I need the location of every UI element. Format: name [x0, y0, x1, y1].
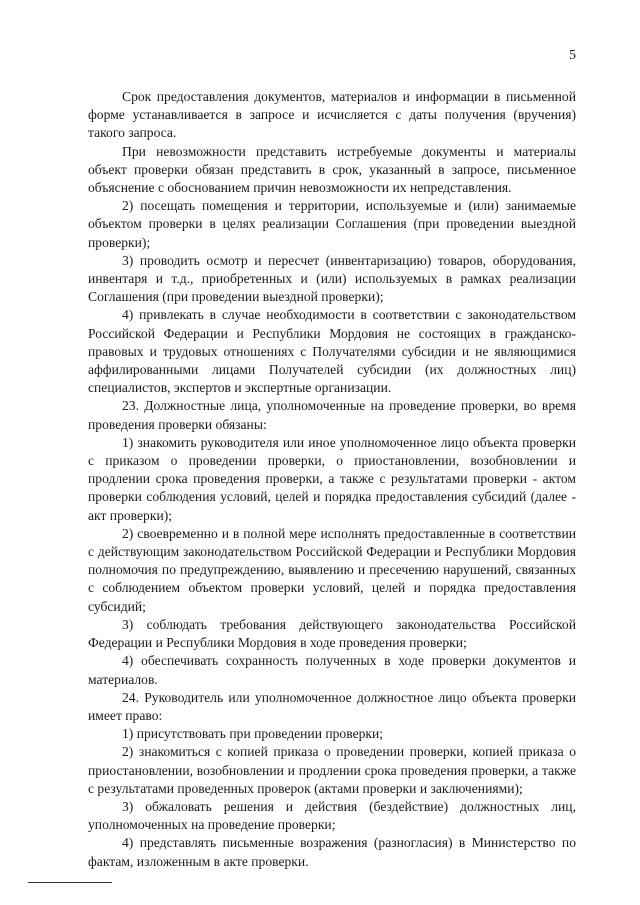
paragraph-impossibility: При невозможности представить истребуемые документы и материалы объект проверки обязан представить в срок, указанный в запросе, письменное объяснение с обоснованием причин невозможности их непредставления.: [88, 143, 576, 196]
footer-rule: [28, 882, 112, 883]
paragraph-right-4: 4) представлять письменные возражения (разногласия) в Министерство по фактам, изложенным в акте проверки.: [88, 835, 576, 869]
paragraph-duty-3: 3) соблюдать требования действующего законодательства Российской Федерации и Республики Мордовия в ходе проведения проверки;: [88, 616, 576, 651]
paragraph-duty-2: 2) своевременно и в полной мере исполнять предоставленные в соответствии с действующим законодательством Российской Федерации и Республики Мордовия полномочия по предупреждению, выявлению и пресечению нарушений, связанных с соблюдением объектом проверки условий, целей и порядка предоставления субсидий;: [88, 525, 576, 614]
paragraph-section-23: 23. Должностные лица, уполномоченные на проведение проверки, во время проведения проверки обязаны:: [88, 398, 576, 432]
paragraph-right-1: 1) присутствовать при проведении проверки;: [122, 726, 384, 742]
page-number: 5: [569, 48, 576, 63]
paragraph-section-24: 24. Руководитель или уполномоченное должностное лицо объекта проверки имеет право:: [88, 689, 576, 723]
paragraph-right-2: 2) знакомиться с копией приказа о проведении проверки, копией приказа о приостановлении, возобновлении и продлении срока проведения проверки, а также с результатами проведенных проверок (актами проверки и заключениями);: [88, 744, 576, 796]
paragraph-item-4-experts: 4) привлекать в случае необходимости в соответствии с законодательством Российской Федерации и Республики Мордовия не состоящих в гражданско-правовых и трудовых отношениях с Получателями субсидии и не являющимися аффилированными лицами Получателей субсидии (их должностных лиц) специалистов, экспертов и экспертные организации.: [88, 307, 576, 396]
paragraph-item-2-visit: 2) посещать помещения и территории, используемые и (или) занимаемые объектом проверки в целях реализации Соглашения (при проведении выездной проверки);: [88, 198, 576, 250]
paragraph-duty-1: 1) знакомить руководителя или иное уполномоченное лицо объекта проверки с приказом о проведении проверки, о приостановлении, возобновлении и продлении срока проведения проверки, а также с результатами проверки - актом проверки соблюдения условий, целей и порядка предоставления субсидий (далее - акт проверки);: [88, 434, 576, 523]
paragraph-right-3: 3) обжаловать решения и действия (бездействие) должностных лиц, уполномоченных на проведение проверки;: [88, 798, 576, 833]
paragraph-duty-4: 4) обеспечивать сохранность полученных в ходе проверки документов и материалов.: [88, 653, 576, 687]
document-body: [88, 88, 576, 871]
paragraph-deadline: Срок предоставления документов, материалов и информации в письменной форме устанавливается в запросе и исчисляется с даты получения (вручения) такого запроса.: [88, 89, 576, 141]
paragraph-item-3-inventory: 3) проводить осмотр и пересчет (инвентаризацию) товаров, оборудования, инвентаря и т.д., приобретенных и (или) используемых в рамках реализации Соглашения (при проведении выездной проверки);: [88, 252, 576, 305]
